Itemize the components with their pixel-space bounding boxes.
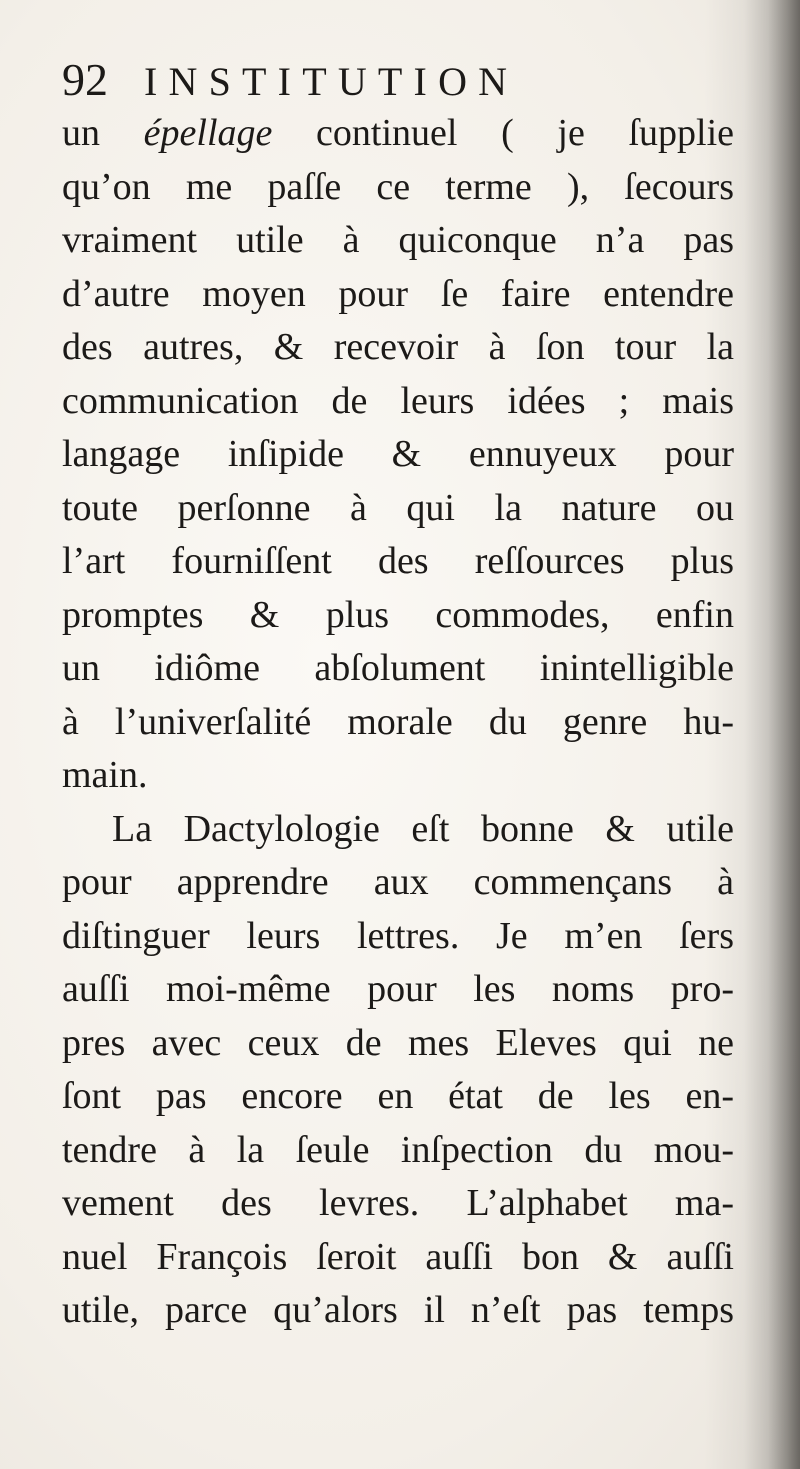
text-line: promptes & plus commodes, enfin <box>62 593 734 636</box>
text-line: toute perſonne à qui la nature ou <box>62 486 734 529</box>
running-title: INSTITUTION <box>144 59 519 104</box>
text-line: qu’on me paſſe ce terme ), ſecours <box>62 165 734 208</box>
text-line <box>62 107 734 161</box>
text-line: main. <box>62 754 148 796</box>
text-line: ſont pas encore en état de les en- <box>62 1075 734 1117</box>
page-number: 92 <box>62 54 108 105</box>
text-line: tendre à la ſeule inſpection du mou- <box>62 1128 734 1171</box>
text-line: nuel François ſeroit auſſi bon & auſſi <box>62 1235 734 1278</box>
text-line: des autres, & recevoir à ſon tour la <box>62 326 734 368</box>
text-line: utile, parce qu’alors il n’eſt pas temps <box>62 1289 734 1331</box>
text-line: auſſi moi-même pour les noms pro- <box>62 968 734 1010</box>
italic-word: épellage <box>143 112 273 154</box>
page-edge-shadow <box>768 0 800 1469</box>
paragraph-first-line: La Dactylologie eſt bonne & utile <box>112 807 734 850</box>
text-span: un <box>62 112 100 154</box>
text-line: vement des levres. L’alphabet ma- <box>62 1182 734 1224</box>
text-line: un idiôme abſolument inintelligible <box>62 647 734 689</box>
text-line: diſtinguer leurs lettres. Je m’en ſers <box>62 914 734 957</box>
text-line: pres avec ceux de mes Eleves qui ne <box>62 1021 734 1064</box>
page-header <box>62 50 518 110</box>
body-text <box>62 107 734 1338</box>
text-span: continuel ( je ſupplie <box>316 112 734 154</box>
text-line: communication de leurs idées ; mais <box>62 379 734 422</box>
text-line: à l’univerſalité morale du genre hu- <box>62 700 734 743</box>
text-line: pour apprendre aux commençans à <box>62 861 734 903</box>
text-line: l’art fourniſſent des reſſources plus <box>62 540 734 582</box>
text-line: vraiment utile à quiconque n’a pas <box>62 219 734 261</box>
text-line: d’autre moyen pour ſe faire entendre <box>62 272 734 315</box>
text-line: langage inſipide & ennuyeux pour <box>62 433 734 475</box>
